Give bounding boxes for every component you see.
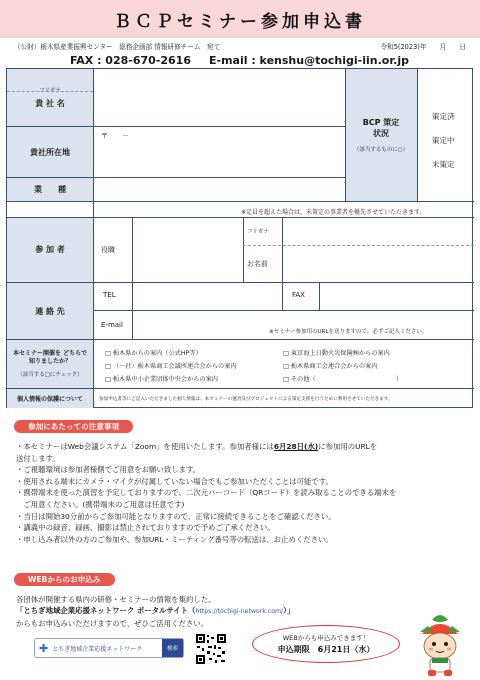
- privacy-label: 個人情報の保護について: [7, 389, 93, 408]
- source-option-5[interactable]: □ 栃木県中小企業団体中央会からの案内: [105, 376, 218, 383]
- email-label: E-mail: [101, 321, 123, 329]
- web-line: 「とちぎ地域企業応援ネットワーク ポータルサイト（https://tochigi-network.com/）」: [16, 606, 295, 616]
- furigana-label: フリガナ: [39, 88, 61, 94]
- divider: [243, 217, 244, 282]
- divider: [7, 91, 93, 92]
- divider: [345, 69, 346, 201]
- divider: [132, 310, 133, 340]
- notice-item: ・申し込み者以外の方のご参加や、参加URL・ミーティング番号等の転送は、お止めください。: [16, 534, 333, 544]
- bcp-label: BCP 策定状況: [362, 118, 400, 138]
- qr-code-icon[interactable]: [195, 633, 227, 665]
- web-heading: WEBからのお申込み: [14, 573, 115, 586]
- source-option-4[interactable]: □ 栃木県商工会連合会からの案内: [283, 363, 378, 370]
- privacy-text: 参加申込書等にご記入いただきました個人情報は、本セミナーの運営及びプロジェクトによる策定支援を行うために利用させていただきます。: [99, 397, 393, 402]
- portal-link[interactable]: https://tochigi-network.com/: [195, 608, 284, 616]
- notice-item: ご用意ください。(携帯端末のご用意は任意です): [16, 499, 185, 509]
- notice-item: ・携帯端末を使った演習を予定しておりますので、二次元バーコード（QRコード）を読み取ることのできる端末を: [16, 488, 397, 498]
- bcp-label-cell: [345, 69, 417, 201]
- bcp-option-done[interactable]: 策定済: [432, 112, 455, 121]
- divider: [93, 310, 474, 311]
- divider: [7, 126, 345, 127]
- notice-item: ・使用される端末にカメラ・マイクが付属していない場合でもご参加いただくことは可能です。: [16, 476, 333, 486]
- web-line: 各団体が開催する県内の研修・セミナーの情報を集約した、: [16, 595, 216, 604]
- application-form: [6, 68, 473, 408]
- fax-label: FAX: [292, 291, 305, 299]
- date-field: 令和5(2023)年 月 日: [380, 43, 466, 51]
- divider: [7, 339, 474, 340]
- web-line: からもお申込みいただけますので、ぜひご活用ください。: [16, 618, 209, 628]
- notice-item: ・講義中の録音、録画、撮影は禁止されておりますので予めご了承ください。: [16, 523, 275, 533]
- divider: [7, 388, 474, 389]
- divider: [282, 217, 283, 282]
- bcp-option-none[interactable]: 未策定: [432, 160, 455, 169]
- fax-number: FAX : 028-670-2616: [70, 54, 191, 67]
- divider: [7, 282, 474, 283]
- postal-mark[interactable]: 〒 －: [101, 132, 129, 140]
- bcp-option-progress[interactable]: 策定中: [432, 136, 455, 145]
- source-hint: （該当する□にチェック）: [17, 372, 83, 378]
- notice-list: [16, 441, 472, 545]
- notice-item: ・当日は開始30分前からご参加可能となりますので、正常に接続できることをご確認ください。: [16, 511, 336, 521]
- notice-item: ・ご視聴環境は参加者様側でご用意をお願い致します。: [16, 465, 201, 475]
- page-title: ＢＣＰセミナー参加申込書: [0, 0, 480, 38]
- source-question: 本セミナー開催を どちらで知りましたか？: [12, 350, 88, 365]
- logo-text: とちぎ地域企業応援ネットワーク: [52, 645, 143, 653]
- source-option-2[interactable]: □ 東京海上日動火災保険㈱からの案内: [283, 350, 390, 357]
- source-option-3[interactable]: □ （一社）栃木県商工会議所連合会からの案内: [105, 363, 237, 370]
- web-text: [16, 594, 294, 629]
- bcp-note: （該当するものに○）: [353, 147, 409, 153]
- source-label-cell: [7, 340, 93, 388]
- notice-item: 送付します。: [16, 453, 60, 463]
- contact-label: 連 絡 先: [7, 283, 93, 339]
- divider: [132, 282, 133, 310]
- notice-heading: 参加にあたっての注意事項: [14, 420, 133, 433]
- url-date: 6月28日(水): [273, 442, 319, 451]
- notice-item: ・本セミナーはWeb会議システム「Zoom」を使用いたします。参加者様には6月28日(水)に参加用のURLを: [16, 442, 378, 451]
- company-label-cell: [7, 69, 93, 126]
- source-option-6[interactable]: □ その他（ ）: [283, 376, 403, 383]
- email-address[interactable]: E-mail : kenshu@tochigi-iin.or.jp: [208, 54, 410, 67]
- deadline-bubble: [252, 625, 400, 663]
- network-search-logo[interactable]: [34, 638, 184, 658]
- email-note: ※セミナー参加用のURLを送りますので、必ずご記入ください。: [269, 329, 428, 335]
- divider: [243, 245, 474, 246]
- company-label: 貴 社 名: [35, 99, 65, 108]
- divider: [319, 282, 320, 310]
- name-label: お名前: [247, 260, 268, 268]
- divider: [417, 69, 418, 201]
- mascot-character-icon: [408, 612, 472, 678]
- divider: [282, 282, 283, 310]
- web-apply-note: WEBからも申込みできます！: [282, 634, 370, 642]
- capacity-note: ※定員を超えた場合は、未策定の事業者を優先させていただきます。: [241, 209, 426, 216]
- recipient-line: [14, 41, 466, 51]
- plus-icon: ✚: [39, 641, 49, 655]
- divider: [7, 217, 474, 218]
- bcp-options[interactable]: [418, 69, 472, 201]
- search-button[interactable]: 検索: [162, 639, 183, 657]
- divider: [132, 217, 133, 282]
- divider: [7, 177, 345, 178]
- contact-line: [70, 54, 470, 67]
- divider: [7, 201, 474, 202]
- address-label: 貴社所在地: [7, 127, 93, 177]
- participant-label: 参 加 者: [7, 217, 93, 282]
- deadline-date: 申込期限 6月21日（水）: [277, 645, 375, 654]
- name-furigana-label: フリガナ: [247, 229, 269, 235]
- recipient: （公財）栃木県産業振興センター 総務企画部 情報研修チーム 宛て: [14, 43, 221, 51]
- source-option-1[interactable]: □ 栃木県からの案内（公式HP等）: [105, 350, 202, 357]
- industry-label: 業 種: [7, 178, 93, 201]
- position-label: 役職: [101, 246, 115, 254]
- tel-label: TEL: [103, 291, 116, 299]
- divider: [93, 69, 94, 408]
